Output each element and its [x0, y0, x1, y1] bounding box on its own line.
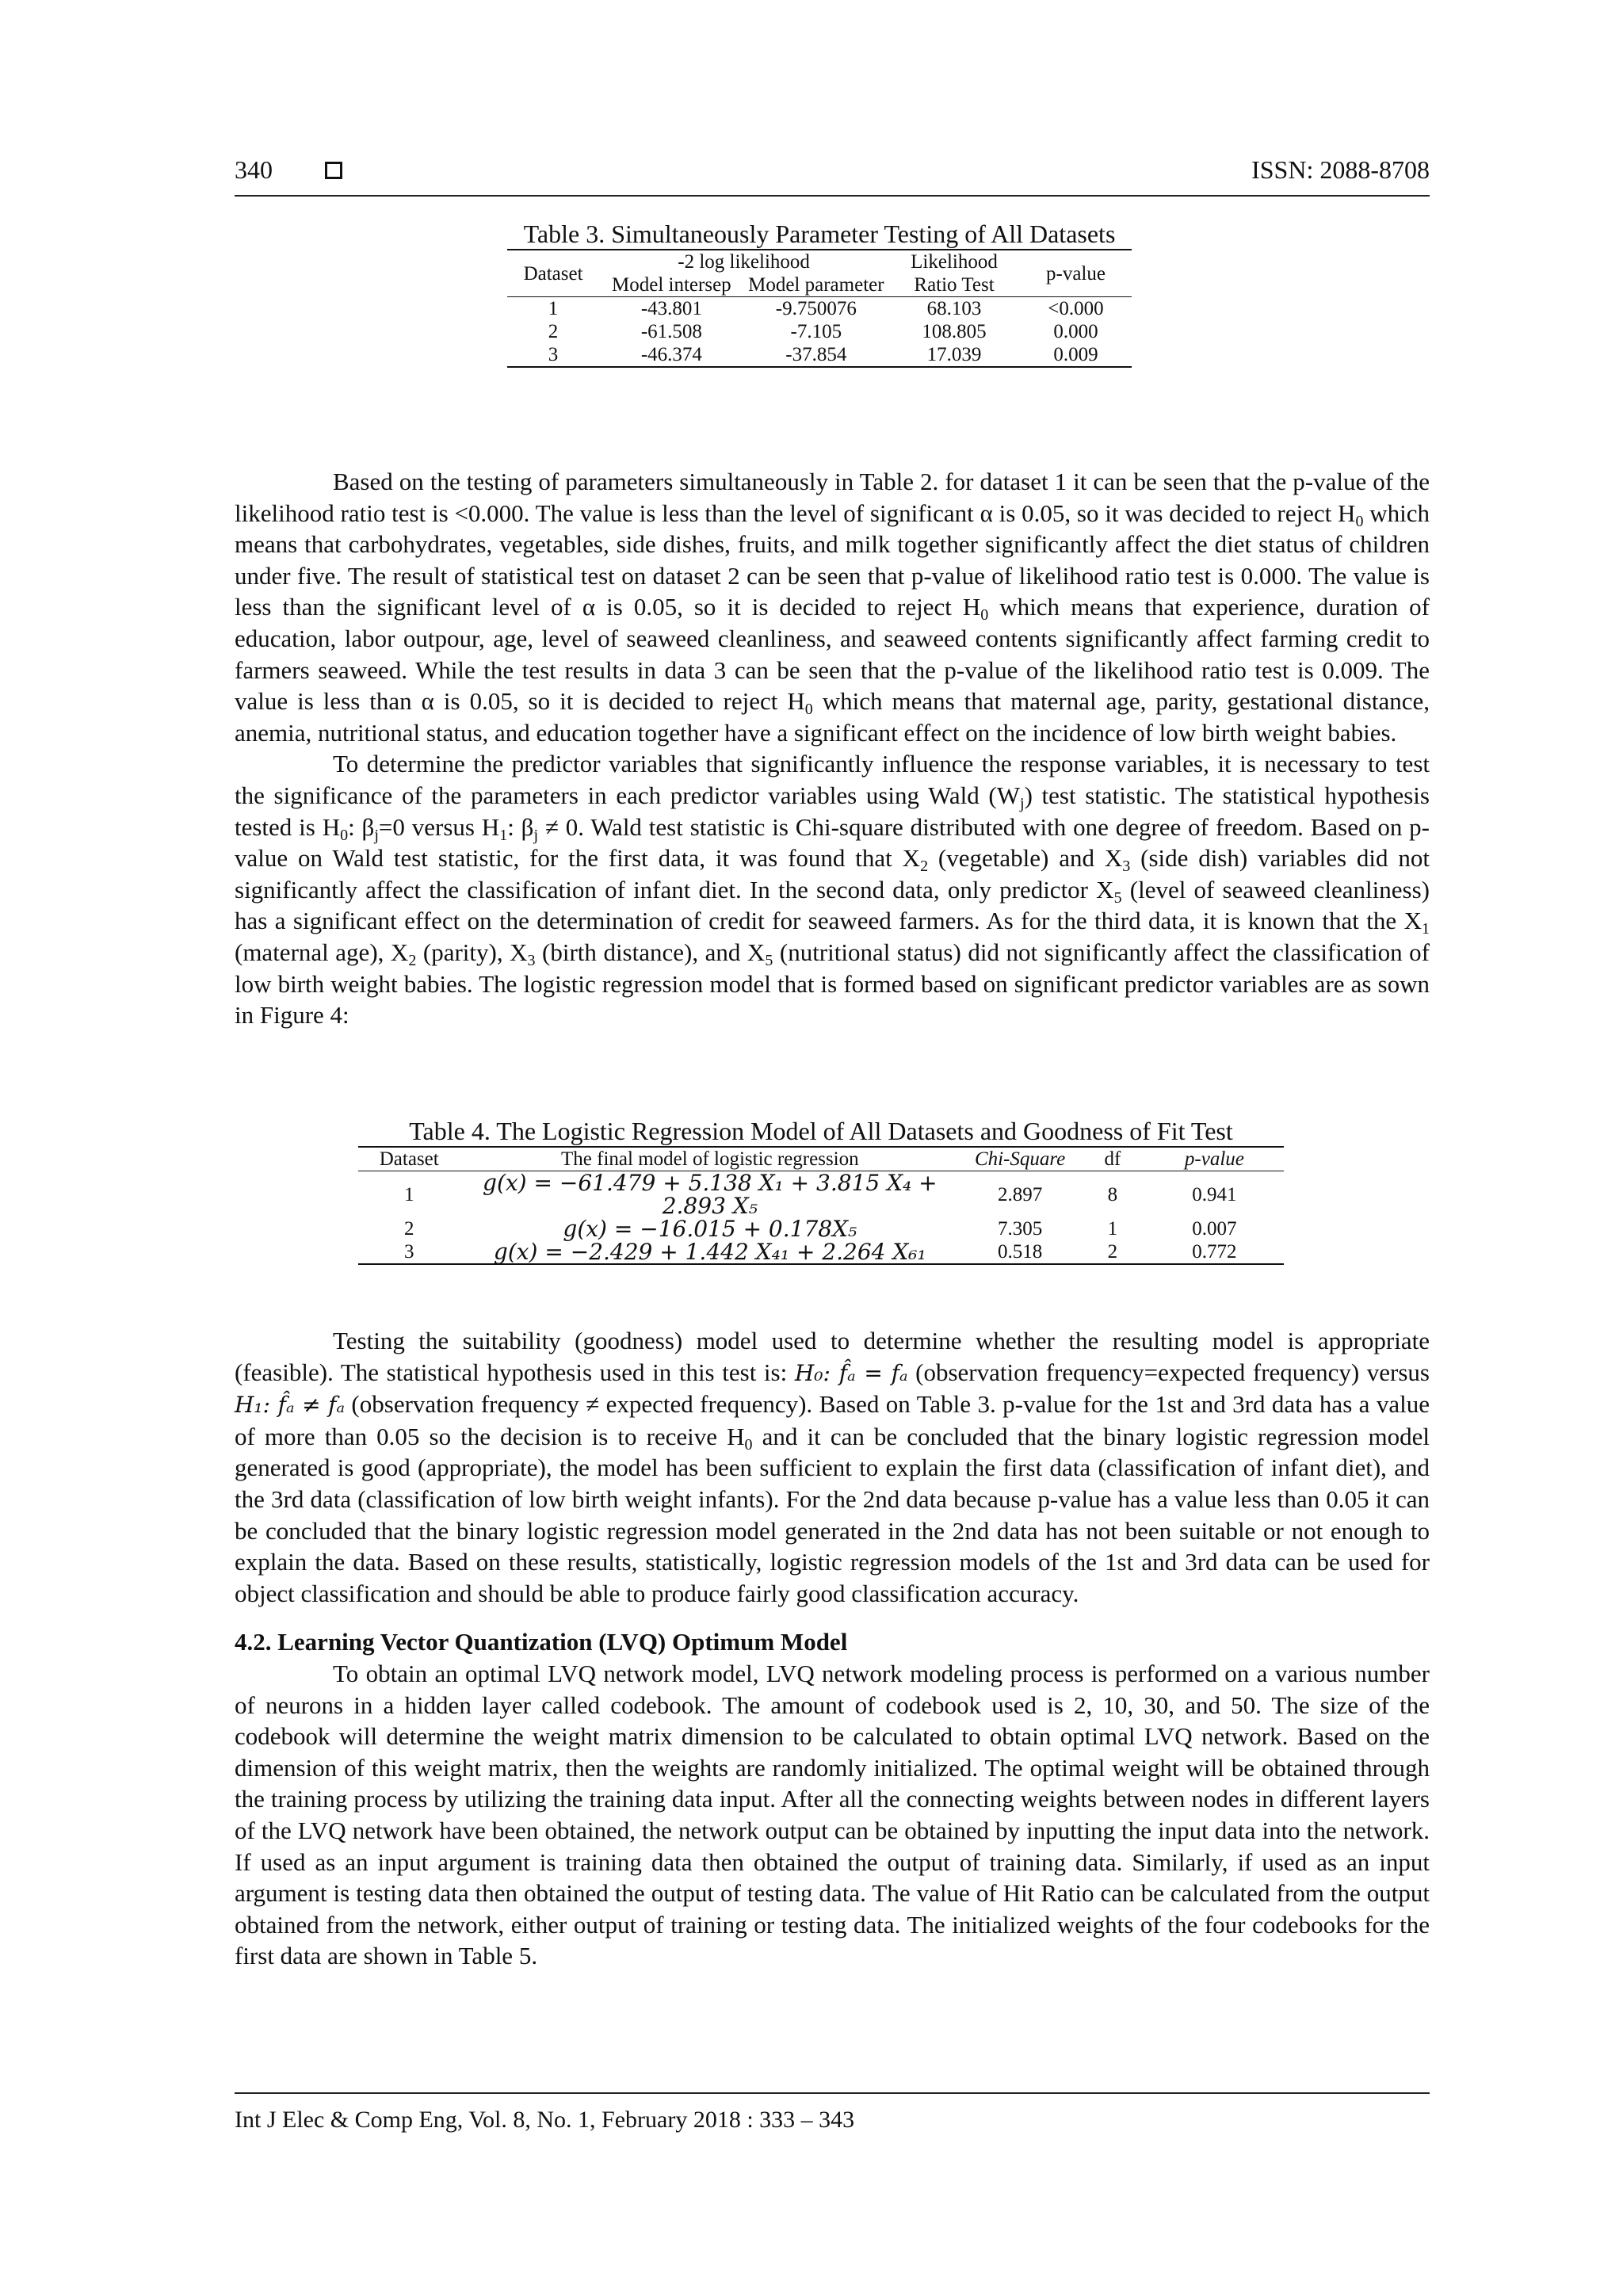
table-4-grid — [358, 1146, 1284, 1265]
section-paragraph: To obtain an optimal LVQ network model, LVQ network modeling process is performed on a various number of neurons in a hidden layer called codebook. The amount of codebook used is 2, 10, 30, and 50. The size of the codebook will determine the weight matrix dimension to be calculated to obtain optimal LVQ network. Based on the dimension of this weight matrix, then the weights are randomly initialized. The optimal weight will be obtained through the training process by utilizing the training data input. After all the connecting weights between nodes in different layers of the LVQ network have been obtained, the network output can be obtained by inputting the input data into the network. If used as an input argument is training data then obtained the output of training data. Similarly, if used as an input argument is testing data then obtained the output of testing data. The value of Hit Ratio can be calculated from the output obtained from the network, either output of training or testing data. The initialized weights of the four codebooks for the first data are shown in Table 5. — [235, 1659, 1430, 1970]
body-text-upper — [235, 466, 1430, 1031]
table-4-header-dataset: Dataset — [358, 1147, 460, 1171]
cell-lrt: 17.039 — [926, 344, 982, 365]
table-3 — [507, 219, 1132, 368]
cell-df: 2 — [1107, 1241, 1118, 1263]
cell-model: g(x) = −16.015 + 0.178X₅ — [563, 1216, 857, 1242]
cell-chi: 7.305 — [997, 1218, 1043, 1240]
issn: ISSN: 2088-8708 — [1251, 155, 1430, 184]
table-row — [507, 343, 1132, 367]
cell-dataset: 1 — [403, 1183, 414, 1205]
table-3-header-model-parameter: Model parameter — [744, 273, 888, 296]
table-row — [507, 297, 1132, 321]
table-4 — [358, 1116, 1284, 1265]
cell-model: g(x) = −61.479 + 5.138 X₁ + 3.815 X₄ + 2.893 X₅ — [483, 1170, 938, 1219]
paragraph-1: Based on the testing of parameters simultaneously in Table 2. for dataset 1 it can be seen that the p-value of the likelihood ratio test is <0.000. The value is less than the level of significant α is 0.05, so it was decided to reject $H_0$ which means that carbohydrates, vegetables, side dishes, fruits, and milk together significantly affect the diet status of children under five. The result of statistical test on dataset 2 can be seen that p-value of likelihood ratio test is 0.000. The value is less than the significant level of α is 0.05, so it is decided to reject $H_0$ which means that experience, duration of education, labor outpour, age, level of seaweed cleanliness, and seaweed contents significantly affect farming credit to farmers seaweed. While the test results in data 3 can be seen that the p-value of the likelihood ratio test is 0.009. The value is less than α is 0.05, so it is decided to reject $H_0$ which means that maternal age, parity, gestational distance, anemia, nutritional status, and education together have a significant effect on the incidence of low birth weight babies. — [235, 468, 1430, 747]
cell-parameter: -7.105 — [790, 321, 842, 342]
cell-dataset: 3 — [548, 344, 559, 365]
table-row — [358, 1240, 1284, 1264]
cell-intersep: -61.508 — [640, 321, 702, 342]
cell-parameter: -9.750076 — [775, 298, 857, 319]
cell-dataset: 2 — [403, 1218, 414, 1240]
footer-citation: Int J Elec & Comp Eng, Vol. 8, No. 1, February 2018 : 333 – 343 — [235, 2107, 855, 2133]
table-row — [358, 1171, 1284, 1218]
cell-lrt: 108.805 — [922, 321, 987, 342]
table-3-caption: Table 3. Simultaneously Parameter Testing of All Datasets — [523, 220, 1116, 248]
page-number: 340 — [235, 155, 273, 184]
section-heading: 4.2. Learning Vector Quantization (LVQ) Optimum Model — [235, 1628, 848, 1656]
cell-intersep: -46.374 — [640, 344, 702, 365]
page-header — [235, 155, 1430, 197]
cell-df: 8 — [1107, 1183, 1118, 1205]
cell-model: g(x) = −2.429 + 1.442 X₄₁ + 2.264 X₆₁ — [493, 1239, 926, 1265]
table-4-header-chi: Chi-Square — [974, 1148, 1066, 1170]
table-row — [507, 320, 1132, 343]
table-3-grid — [507, 249, 1132, 368]
cell-pvalue: <0.000 — [1048, 298, 1104, 319]
table-4-header-pvalue: p-value — [1184, 1148, 1244, 1170]
cell-chi: 2.897 — [997, 1183, 1043, 1205]
hypothesis-h0: H₀: f̂ₐ = fₐ — [794, 1359, 908, 1386]
table-4-caption: Table 4. The Logistic Regression Model of All Datasets and Goodness of Fit Test — [409, 1117, 1233, 1145]
cell-pvalue: 0.941 — [1192, 1183, 1237, 1205]
page-footer — [235, 2092, 1430, 2134]
cell-intersep: -43.801 — [640, 298, 702, 319]
cell-dataset: 2 — [548, 321, 559, 342]
table-3-header-dataset: Dataset — [507, 250, 599, 297]
cell-pvalue: 0.007 — [1192, 1218, 1237, 1240]
cell-chi: 0.518 — [997, 1241, 1043, 1263]
body-text-lower — [235, 1325, 1430, 1972]
cell-pvalue: 0.000 — [1053, 321, 1098, 342]
table-4-header-df: df — [1080, 1147, 1145, 1171]
cell-df: 1 — [1107, 1218, 1118, 1240]
table-3-header-lrt: Likelihood Ratio Test — [888, 250, 1020, 297]
square-icon — [325, 162, 342, 179]
cell-lrt: 68.103 — [926, 298, 982, 319]
hypothesis-h1: H₁: f̂ₐ ≠ fₐ — [235, 1392, 346, 1419]
cell-pvalue: 0.009 — [1053, 344, 1098, 365]
cell-dataset: 3 — [403, 1241, 414, 1263]
cell-parameter: -37.854 — [785, 344, 847, 365]
table-row — [358, 1217, 1284, 1240]
paragraph-2: To determine the predictor variables that significantly influence the response variables, it is necessary to test the significance of the parameters in each predictor variables using Wald $(W_j)$ test statistic. The statistical hypothesis tested is $H_0$: $\beta_j=0$ versus $H_1$: $\beta_j \ne 0$. Wald test statistic is Chi-square distributed with one degree of freedom. Based on p-value on Wald test statistic, for the first data, it was found that $X_2$ (vegetable) and $X_3$ (side dish) variables did not significantly affect the classification of infant diet. In the second data, only predictor $X_5$ (level of seaweed cleanliness) has a significant effect on the determination of credit for seaweed farmers. As for the third data, it is known that the $X_1$ (maternal age), $X_2$ (parity), $X_3$ (birth distance), and $X_5$ (nutritional status) did not significantly affect the classification of low birth weight babies. The logistic regression model that is formed based on significant predictor variables are as sown in Figure 4: — [235, 750, 1430, 1030]
paragraph-3: Testing the suitability (goodness) model used to determine whether the resulting model is appropriate (feasible). The statistical hypothesis used in this test is: H₀: f̂ₐ = fₐ (observation frequency=expected frequency) versus H₁: f̂ₐ ≠ fₐ (observation frequency ≠ expected frequency). Based on Table 3. p-value for the 1st and 3rd data has a value of more than 0.05 so the decision is to receive $H_0$ and it can be concluded that the binary logistic regression model generated is good (appropriate), the model has been sufficient to explain the first data (classification of infant diet), and the 3rd data (classification of low birth weight infants). For the 2nd data because p-value has a value less than 0.05 it can be concluded that the binary logistic regression model generated in the 2nd data has not been suitable or not enough to explain the data. Based on these results, statistically, logistic regression models of the 1st and 3rd data can be used for object classification and should be able to produce fairly good classification accuracy. — [235, 1327, 1430, 1607]
cell-pvalue: 0.772 — [1192, 1241, 1237, 1263]
table-3-header-model-intersep: Model intersep — [599, 273, 743, 296]
table-3-header-group: -2 log likelihood — [678, 251, 810, 273]
table-4-header-model: The final model of logistic regression — [460, 1147, 960, 1171]
cell-dataset: 1 — [548, 298, 559, 319]
table-3-header-pvalue: p-value — [1020, 250, 1132, 297]
